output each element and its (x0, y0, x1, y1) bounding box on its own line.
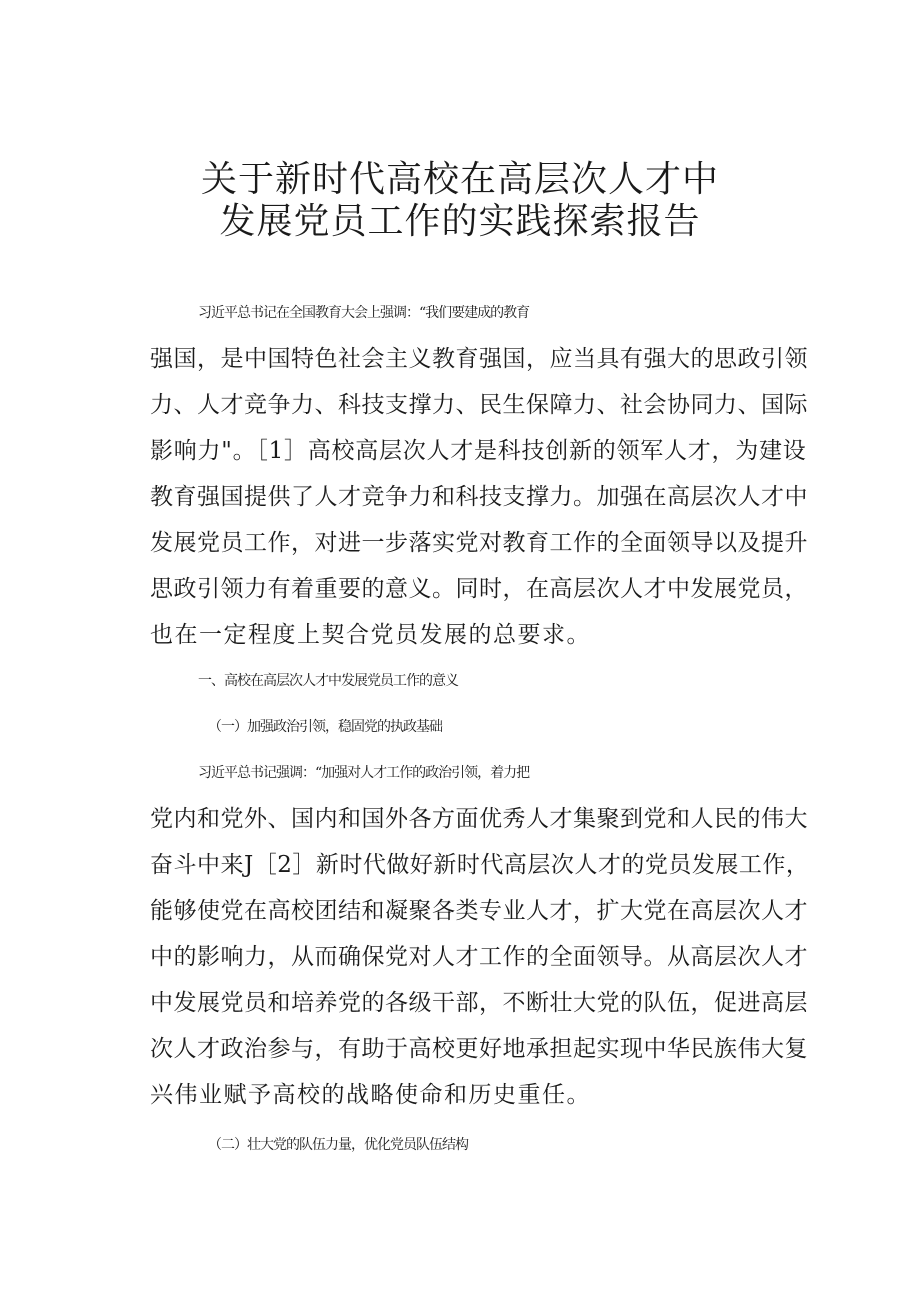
para1-line-8: 兴伟业赋予高校的战略使命和历史重任。 (150, 1082, 591, 1108)
intro-line-8: 也在一定程度上契合党员发展的总要求。 (150, 622, 591, 648)
title-line-2: 发展党员工作的实践探索报告 (219, 201, 701, 242)
subheading-1: （一）加强政治引领，稳固党的执政基础 (208, 719, 442, 735)
intro-line-2: 强国，是中国特色社会主义教育强国，应当具有强大的思政引领 (150, 346, 808, 372)
para1-line-6: 中发展党员和培养党的各级干部，不断壮大党的队伍，促进高层 (150, 990, 808, 1016)
intro-line-3: 力、人才竞争力、科技支撑力、民生保障力、社会协同力、国际 (150, 392, 808, 418)
intro-line-7: 思政引领力有着重要的意义。同时，在高层次人才中发展党员， (150, 576, 808, 602)
subheading-2: （二）壮大党的队伍力量，优化党员队伍结构 (208, 1137, 468, 1153)
para1-line-4: 能够使党在高校团结和凝聚各类专业人才，扩大党在高层次人才 (150, 898, 808, 924)
intro-line-4: 影响力"。［1］高校高层次人才是科技创新的领军人才，为建设 (150, 438, 807, 464)
section-heading-1: 一、高校在高层次人才中发展党员工作的意义 (198, 673, 458, 689)
title-line-1: 关于新时代高校在高层次人才中 (200, 159, 719, 200)
intro-line-1: 习近平总书记在全国教育大会上强调：“我们要建成的教育 (198, 305, 530, 321)
para1-line-2: 党内和党外、国内和国外各方面优秀人才集聚到党和人民的伟大 (150, 806, 808, 832)
intro-line-5: 教育强国提供了人才竞争力和科技支撑力。加强在高层次人才中 (150, 484, 808, 510)
para1-line-3: 奋斗中来J［2］新时代做好新时代高层次人才的党员发展工作， (150, 852, 810, 878)
para1-line-1: 习近平总书记强调：“加强对人才工作的政治引领，着力把 (198, 765, 530, 781)
para1-line-7: 次人才政治参与，有助于高校更好地承担起实现中华民族伟大复 (150, 1036, 808, 1062)
para1-line-5: 中的影响力，从而确保党对人才工作的全面领导。从高层次人才 (150, 944, 808, 970)
intro-line-6: 发展党员工作，对进一步落实党对教育工作的全面领导以及提升 (150, 530, 808, 556)
